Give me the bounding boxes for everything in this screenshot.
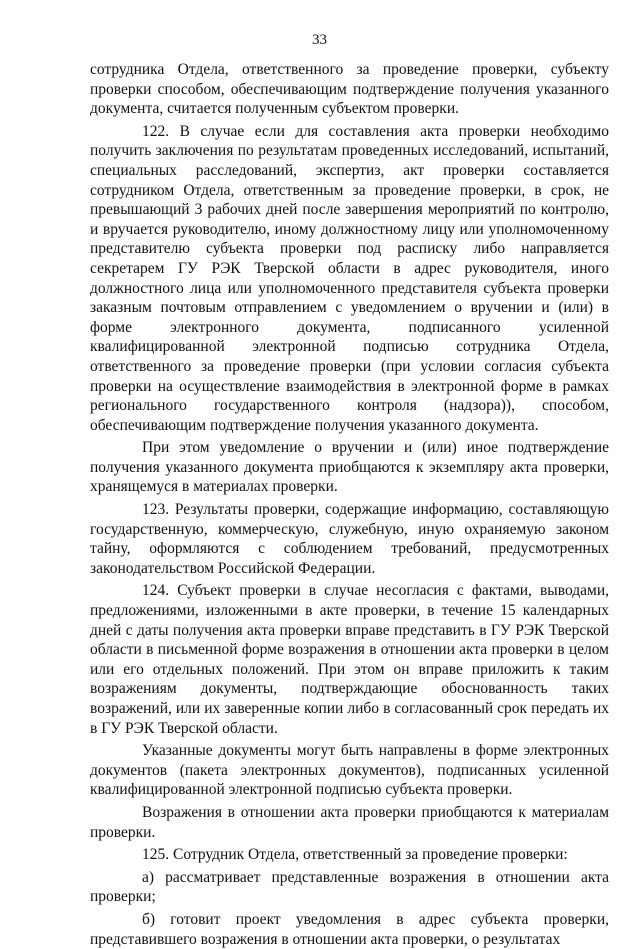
paragraph: а) рассматривает представленные возражения в отношении акта проверки; — [90, 868, 609, 906]
paragraph: сотрудника Отдела, ответственного за проведение проверки, субъекту проверки способом, обеспечивающим подтверждение получения указанного документа, считается полученным субъектом проверки. — [90, 61, 609, 118]
paragraph: При этом уведомление о вручении и (или) иное подтверждение получения указанного документа приобщаются к экземпляру акта проверки, хранящемуся в материалах проверки. — [90, 439, 609, 496]
page-number: 33 — [312, 32, 327, 48]
paragraph: 122. В случае если для составления акта проверки необходимо получить заключения по результатам проведенных исследований, испытаний, специальных расследований, экспертиз, акт проверки составляется сотрудником Отдела, ответственным за проведение проверки, в срок, не превышающий 3 рабочих дней после завершения мероприятий по контролю, и вручается руководителю, иному должностному лицу или уполномоченному представителю субъекта проверки под расписку либо направляется секретарем ГУ РЭК Тверской области в адрес руководителя, иного должностного лица или уполномоченного представителя субъекта проверки заказным почтовым отправлением с уведомлением о вручении и (или) в форме электронного документа, подписанного усиленной квалифицированной электронной подписью сотрудника Отдела, ответственного за проведение проверки (при условии согласия субъекта проверки на осуществление взаимодействия в электронной форме в рамках регионального государственного контроля (надзора)), способом, обеспечивающим подтверждение получения указанного документа. — [90, 122, 609, 434]
paragraph: Указанные документы могут быть направлены в форме электронных документов (пакета электронных документов), подписанных усиленной квалифицированной электронной подписью субъекта проверки. — [90, 742, 609, 799]
paragraph: Возражения в отношении акта проверки приобщаются к материалам проверки. — [90, 803, 609, 841]
paragraph: 125. Сотрудник Отдела, ответственный за проведение проверки: — [142, 846, 568, 864]
paragraph: 124. Субъект проверки в случае несогласия с фактами, выводами, предложениями, изложенными в акте проверки, в течение 15 календарных дней с даты получения акта проверки вправе представить в ГУ РЭК Тверской области в письменной форме возражения в отношении акта проверки в целом или его отдельных положений. При этом он вправе приложить к таким возражениям документы, подтверждающие обоснованность таких возражений, или их заверенные копии либо в согласованный срок передать их в ГУ РЭК Тверской области. — [90, 582, 609, 737]
paragraph: 123. Результаты проверки, содержащие информацию, составляющую государственную, коммерческую, служебную, иную охраняемую законом тайну, оформляются с соблюдением требований, предусмотренных законодательством Российской Федерации. — [90, 501, 609, 577]
paragraph: б) готовит проект уведомления в адрес субъекта проверки, представившего возражения в отношении акта проверки, о результатах — [90, 910, 609, 948]
document-body — [90, 60, 609, 949]
